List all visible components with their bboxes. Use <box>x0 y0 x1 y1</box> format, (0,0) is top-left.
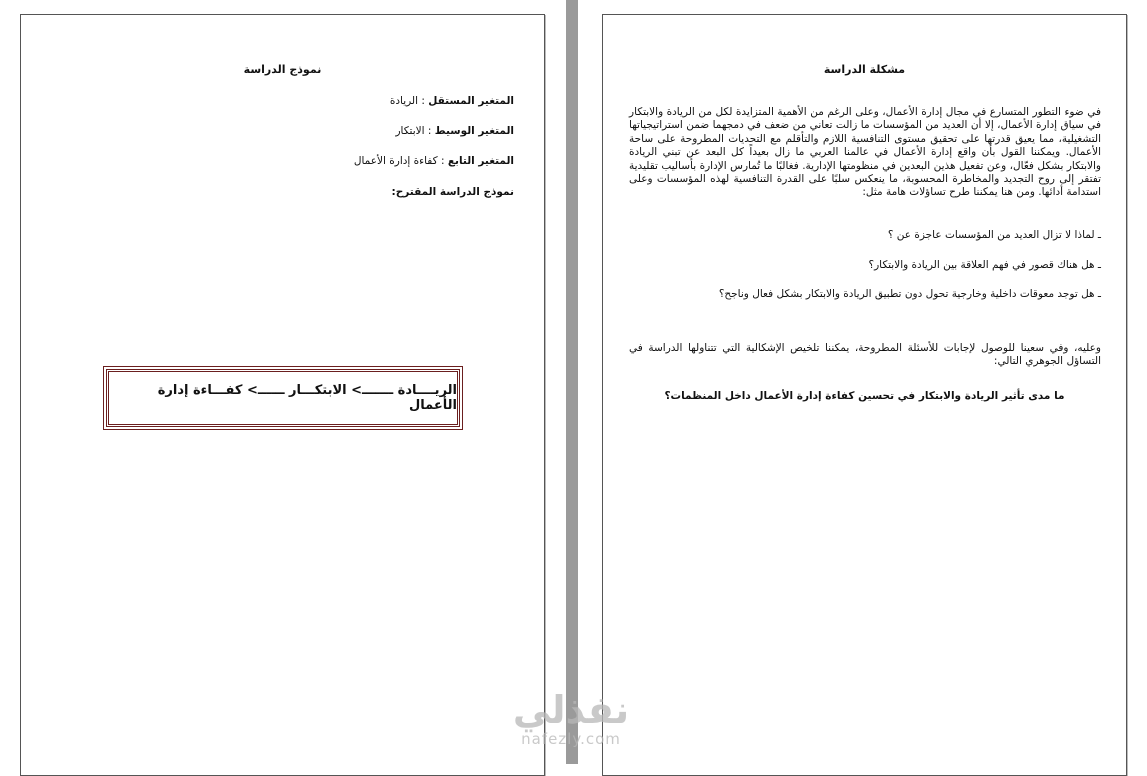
watermark <box>486 690 656 748</box>
variable-value: : الابتكار <box>395 125 432 137</box>
variable-label: المتغير الوسيط <box>434 125 514 137</box>
question-item: ـ هل توجد معوقات داخلية وخارجية تحول دون تطبيق الريادة والابتكار بشكل فعال وناجح؟ <box>718 288 1101 300</box>
variable-row-dependent <box>214 155 514 168</box>
page-gap-scrollbar <box>566 0 578 764</box>
variable-row-mediator <box>214 125 514 138</box>
question-item: ـ هل هناك قصور في فهم العلاقة بين الريادة والابتكار؟ <box>868 259 1101 271</box>
watermark-logo: نفذلي <box>512 688 630 732</box>
watermark-site: nafezly.com <box>521 730 621 748</box>
variable-value: : الريادة <box>389 95 425 107</box>
document-page-left <box>20 14 545 776</box>
summary-paragraph: وعليه، وفي سعينا للوصول لإجابات للأسئلة المطروحة، يمكننا تلخيص الإشكالية التي تتناولها الدراسة في التساؤل الجوهري التالي: <box>629 342 1101 368</box>
proposed-model-heading: نموذج الدراسة المقترح: <box>391 186 514 198</box>
page-title: مشكلة الدراسة <box>823 63 906 76</box>
page-title: نموذج الدراسة <box>243 63 322 76</box>
problem-paragraph: في ضوء التطور المتسارع في مجال إدارة الأعمال، وعلى الرغم من الأهمية المتزايدة لكل من الريادة والابتكار في سياق إدارة الأعمال، إلا أن العديد من المؤسسات ما زالت تعاني من ضعف في دمجهما ضمن استراتيجياتها التشغيلية، مما يعيق قدرتها على تحقيق مستوى التنافسية اللازم والتأقلم مع التحديات المطروحة على ساحة الأعمال. ويمكننا القول بأن واقع إدارة الأعمال في عالمنا العربي ما زال بعيداً كل البعد عن تبني الريادة والابتكار بشكل فعّال، وعن تفعيل هذين البعدين في منظومتها الإدارية. فغالبًا ما تُمارس الإدارة بأساليب تقليدية تفتقر إلى روح التجديد والمخاطرة المحسوبة، ما ينعكس سلبًا على القدرة التنافسية لهذه المؤسسات وعلى استدامة أدائها. ومن هنا يمكننا طرح تساؤلات هامة مثل: <box>629 106 1101 199</box>
variable-value: : كفاءة إدارة الأعمال <box>353 155 445 167</box>
variable-label: المتغير المستقل <box>428 95 514 107</box>
model-diagram-text: الريــــادة ـــــــ> الابتكـــار ــــــ> كفـــاءة إدارة الأعمال <box>157 383 457 413</box>
variable-label: المتغير التابع <box>447 155 514 167</box>
variable-row-independent <box>214 95 514 108</box>
document-page-right <box>602 14 1127 776</box>
main-research-question: ما مدى تأثير الريادة والابتكار في تحسين كفاءة إدارة الأعمال داخل المنظمات؟ <box>664 390 1065 402</box>
model-diagram-box <box>106 369 460 427</box>
question-item: ـ لماذا لا تزال العديد من المؤسسات عاجزة عن ؟ <box>887 229 1101 241</box>
